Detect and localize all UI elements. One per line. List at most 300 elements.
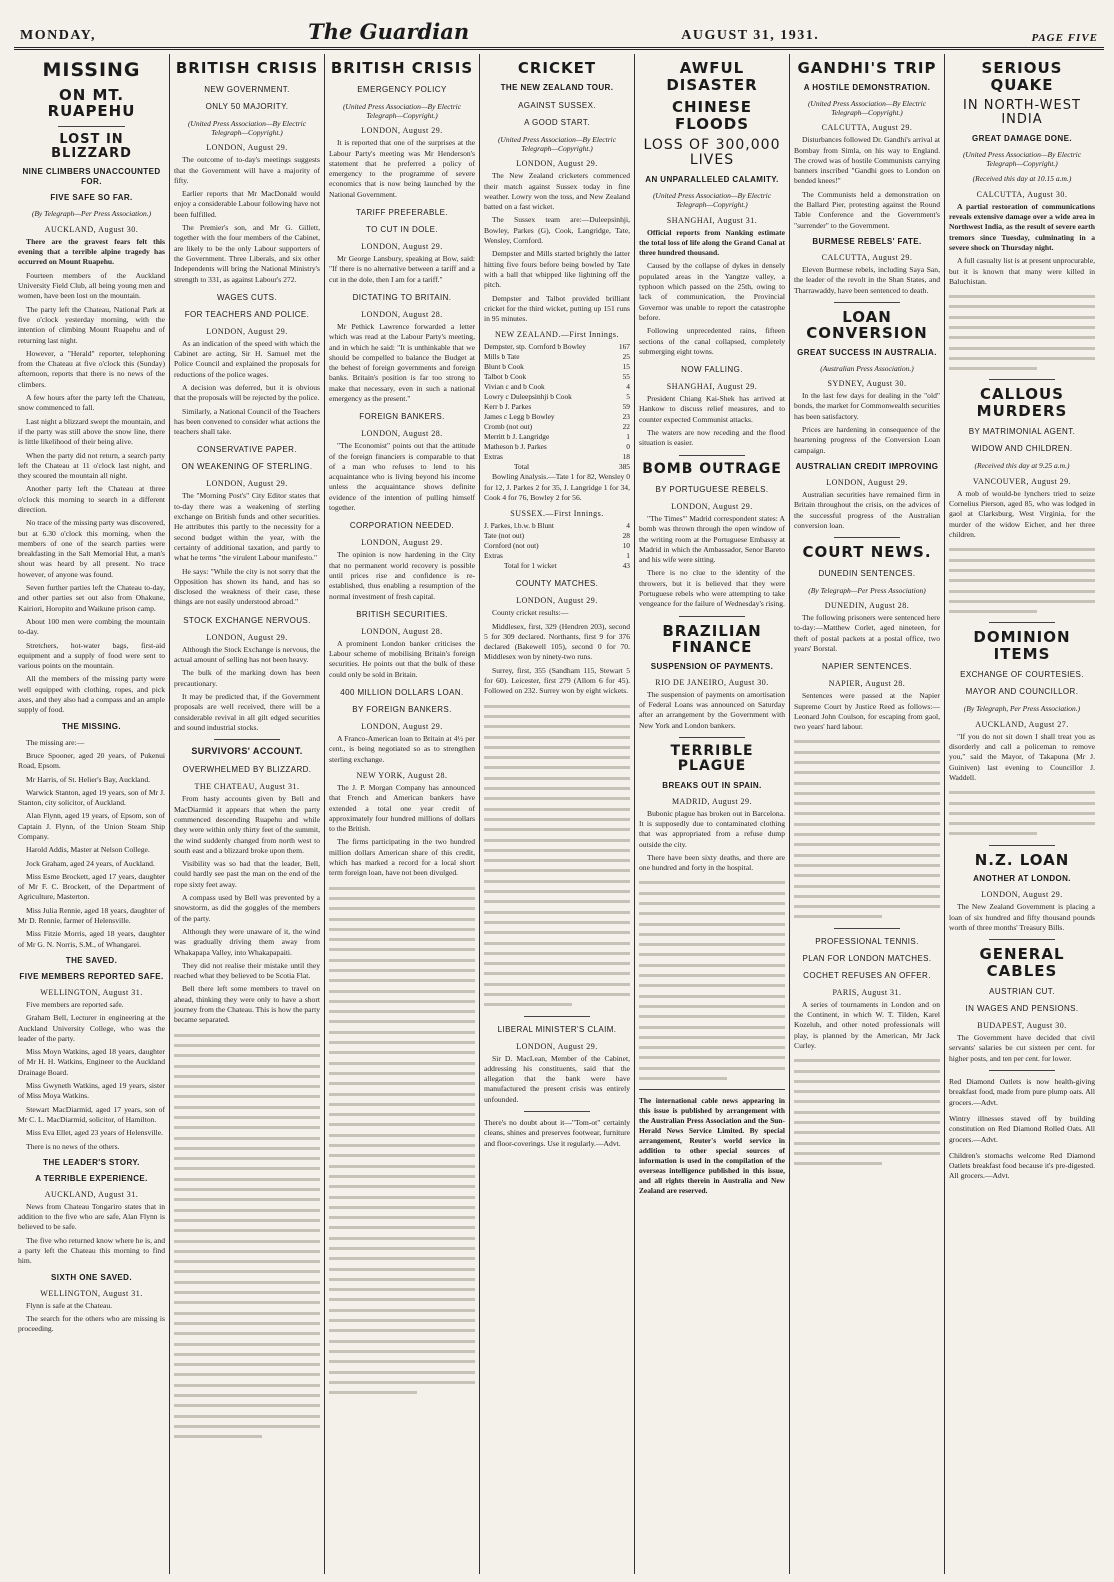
paragraph: As an indication of the speed with which the Cabinet are acting, Sir H. Samuel met the Police Council and explained the proposals for reductions of the police wages.	[174, 338, 320, 379]
paragraph: The bulk of the marking down has been precautionary.	[174, 668, 320, 688]
paragraph: A full casualty list is at present unprocurable, but it is known that many were killed in Baluchistan.	[949, 256, 1095, 286]
scorecard-row	[484, 531, 630, 541]
dateline: LONDON, August 29.	[206, 326, 288, 336]
dateline: LONDON, August 29.	[826, 477, 908, 487]
batsman-name: Matheson b J. Parkes	[484, 442, 547, 452]
scorecard-total: 43	[622, 561, 630, 571]
batsman-name: Mills b Tate	[484, 352, 520, 362]
paragraph: Warwick Stanton, aged 19 years, son of Mr J. Stanton, city solicitor, of Auckland.	[18, 787, 165, 808]
dateline: LONDON, August 29.	[671, 501, 753, 511]
scorecard-row	[484, 342, 630, 352]
divider	[524, 1016, 590, 1017]
credit-line: (United Press Association—By Electric Telegraph—Copyright.)	[342, 101, 462, 120]
headline: BOMB OUTRAGE	[642, 460, 782, 477]
scorecard-row	[484, 521, 630, 531]
divider	[679, 455, 745, 456]
paragraph: There are the gravest fears felt this evening that a terrible alpine tragedy has occurred on Mount Ruapehu.	[18, 236, 165, 267]
dateline: LONDON, August 29.	[361, 126, 443, 136]
dateline: LONDON, August 28.	[361, 309, 443, 319]
divider	[989, 1070, 1055, 1071]
paragraph: The Communists held a demonstration on the Ballard Pier, protesting against the Round Table Conference and the Government's "surrender" to the Government.	[794, 189, 940, 230]
received-line: (Received this day at 10.15 a.m.)	[972, 174, 1072, 184]
headline: GENERAL CABLES	[979, 945, 1065, 980]
subheading: ANOTHER AT LONDON.	[973, 874, 1071, 884]
paragraph: The New Zealand Government is placing a loan of six hundred and fifty thousand pounds worth of three months' Treasury Bills.	[949, 902, 1095, 932]
paragraph: Although the Stock Exchange is nervous, the actual amount of selling has not been heavy.	[174, 644, 320, 665]
subheading: PLAN FOR LONDON MATCHES.	[802, 953, 932, 963]
dateline: LONDON, August 29.	[981, 890, 1063, 900]
headline: LOSS OF 300,000 LIVES	[643, 137, 781, 169]
subheading: AUSTRIAN CUT.	[989, 987, 1055, 997]
paragraph: Miss Gwyneth Watkins, aged 19 years, sister of Miss Moya Watkins.	[18, 1081, 165, 1101]
scorecard-row	[484, 392, 630, 402]
paragraph: It may be predicted that, if the Government proposals are well received, there will be a considerable revival in all gilt edged securities and sound industrial stocks.	[174, 691, 320, 732]
headline: BRAZILIAN FINANCE	[662, 621, 762, 657]
dateline: BUDAPEST, August 30.	[977, 1021, 1067, 1031]
paragraph: Miss Eva Ellet, aged 23 years of Helensville.	[26, 1128, 163, 1138]
paragraph: Jock Graham, aged 24 years, of Auckland.	[26, 858, 155, 868]
subheading: THE NEW ZEALAND TOUR.	[500, 82, 614, 92]
dateline: RIO DE JANEIRO, August 30.	[655, 677, 769, 687]
subheading: BRITISH SECURITIES.	[356, 609, 448, 619]
dateline: LONDON, August 28.	[361, 429, 443, 439]
paragraph: A compass used by Bell was prevented by a snowstorm, as did the goggles of the members of the party.	[174, 893, 320, 923]
paragraph: They did not realise their mistake until they reached what they believed to be Scotia Flat.	[174, 960, 320, 981]
batsman-name: J. Parkes, l.b.w. b Blunt	[484, 521, 554, 531]
paragraph: There have been sixty deaths, and there are one hundred and forty in the hospital.	[639, 852, 785, 873]
subheading: CONSERVATIVE PAPER.	[197, 445, 297, 455]
dateline: NAPIER, August 28.	[828, 679, 906, 689]
scorecard-row	[484, 541, 630, 551]
batsman-runs: 59	[622, 402, 630, 412]
paragraph: Official reports from Nanking estimate the total loss of life along the Grand Canal at three hundred thousand.	[639, 227, 785, 258]
subheading: SUSPENSION OF PAYMENTS.	[650, 661, 774, 671]
headline: BRITISH CRISIS	[330, 59, 474, 77]
credit-line: (United Press Association—By Electric Telegraph—Copyright.)	[187, 118, 307, 137]
batsman-runs: 1	[626, 551, 630, 561]
subheading: A TERRIBLE EXPERIENCE.	[35, 1173, 148, 1183]
masthead-page: PAGE FIVE	[1031, 32, 1098, 44]
credit-line: (By Telegraph—Per Press Association)	[808, 585, 926, 595]
scorecard-row	[484, 422, 630, 432]
subheading: PROFESSIONAL TENNIS.	[815, 936, 919, 946]
paragraph: Seven further parties left the Chateau to-day, and other parties set out also from Ohakune, Kairiori, Horopito and Waikune prison camp.	[18, 583, 165, 613]
headline: LOST IN BLIZZARD	[51, 131, 132, 162]
paragraph: The "Morning Post's" City Editor states that to-day there was a weakening of sterling exchange on British funds and other securities. He attributes this partly to the necessity for a second budget within the year, with the certainty of additional taxation, and partly to what he terms "the virulent Labour manifesto."	[174, 491, 320, 563]
batsman-name: Extras	[484, 551, 503, 561]
dateline: LONDON, August 29.	[361, 722, 443, 732]
advertisement: Children's stomachs welcome Red Diamond Oatlets breakfast food because it's pre-digested. All grocers.—Advt.	[949, 1150, 1095, 1181]
paragraph: Miss Fitzie Morris, aged 18 years, daughter of Mr G. N. Norris, S.M., of Whangarei.	[18, 929, 165, 949]
paragraph: Eleven Burmese rebels, including Saya San, the leader of the revolt in the Shan States, and Tharrawaddy, have been sentenced to death.	[794, 264, 940, 295]
subheading: WAGES CUTS.	[216, 292, 278, 302]
credit-line: (Australian Press Association.)	[820, 363, 914, 373]
subheading: SIXTH ONE SAVED.	[51, 1272, 132, 1282]
batsman-name: Vivian c and b Cook	[484, 382, 545, 392]
divider	[524, 1111, 590, 1112]
credit-line: (United Press Association—By Electric Telegraph—Copyright.)	[807, 98, 927, 117]
masthead-title: The Guardian	[308, 19, 470, 44]
paragraph: There is no clue to the identity of the throwers, but it is believed that they were Portuguese rebels who were attempting to take vengeance for the failure of Wednesday's rising.	[639, 568, 785, 609]
paragraph: Mr Pethick Lawrence forwarded a letter which was read at the Labour Party's meeting, and in which he said: "It is unthinkable that we should be compelled to balance the Budget at the behest of foreign governments and foreign banks. Britain's position is far too strong to make that necessary, even in such a national emergency as the present."	[329, 321, 475, 403]
paragraph: The following prisoners were sentenced here to-day:—Matthew Corlet, aged nineteen, for theft of postal packets at a postal office, two years' Borstal.	[794, 613, 940, 653]
scorecard-row	[484, 352, 630, 362]
batsman-name: Merritt b J. Langridge	[484, 432, 550, 442]
columns	[14, 54, 1104, 1574]
paragraph: In the last few days for dealing in the "old" bonds, the market for Commonwealth securities has been satisfactory.	[794, 391, 940, 421]
scorecard-total-label: Total	[514, 462, 530, 472]
subheading: MAYOR AND COUNCILLOR.	[965, 687, 1079, 697]
cable-news-notice: The international cable news appearing in this issue is published by arrangement with the Australian Press Association and the Sun-Herald News Service Limited. By special arrangement, Reuter's world service in addition to other special sources of information is used in the compilation of the overseas intelligence published in this issue, and all rights therein in Australia and New Zealand are reserved.	[639, 1096, 785, 1196]
divider	[989, 939, 1055, 940]
received-line: (Received this day at 9.25 a.m.)	[974, 461, 1070, 471]
batsman-runs: 10	[622, 541, 630, 551]
dateline: AUCKLAND, August 30.	[44, 224, 139, 234]
divider	[989, 379, 1055, 380]
batsman-runs: 167	[618, 342, 630, 352]
subheading: DICTATING TO BRITAIN.	[352, 292, 452, 302]
text-filler	[484, 701, 630, 1010]
text-filler	[794, 736, 940, 921]
paragraph: News from Chateau Tongariro states that in addition to the five who are safe, Alan Flynn is believed to be safe.	[18, 1201, 165, 1232]
scorecard-row	[484, 382, 630, 392]
headline: LOAN CONVERSION	[806, 307, 928, 343]
dateline: LONDON, August 29.	[516, 596, 598, 606]
scorecard-row	[484, 402, 630, 412]
divider	[679, 737, 745, 738]
dateline: SYDNEY, August 30.	[827, 379, 907, 389]
subheading: NINE CLIMBERS UNACCOUNTED FOR.	[22, 167, 161, 187]
paragraph: Last night a blizzard swept the mountain, and if the party was still above the snow line, there is little likelihood of their being alive.	[18, 416, 165, 447]
paragraph: Earlier reports that Mr MacDonald would enjoy a considerable Labour following have not been fulfilled.	[174, 189, 320, 219]
masthead-day: MONDAY,	[20, 28, 96, 43]
dateline: WELLINGTON, August 31.	[40, 987, 143, 997]
scorecard-total-label: Total for 1 wicket	[504, 561, 557, 571]
credit-line: (By Telegraph—Per Press Association.)	[31, 209, 152, 219]
paragraph: The suspension of payments on amortisation of Federal Loans was announced on Saturday after an arrangement by the Government with New York and London bankers.	[639, 689, 785, 730]
batsman-runs: 18	[622, 452, 630, 462]
dateline: WELLINGTON, August 31.	[40, 1288, 143, 1298]
subheading: AUSTRALIAN CREDIT IMPROVING	[795, 461, 939, 471]
subheading: FIVE MEMBERS REPORTED SAFE.	[19, 971, 164, 981]
subheading: OVERWHELMED BY BLIZZARD.	[182, 765, 312, 775]
paragraph: Fourteen members of the Auckland University Field Club, all being young men and women, have been lost on the mountain.	[18, 270, 165, 301]
subheading: FOREIGN BANKERS.	[359, 412, 445, 422]
paragraph: A decision was deferred, but it is obvious that the proposals will be rejected by the police.	[174, 383, 320, 403]
batsman-runs: 4	[626, 382, 630, 392]
batsman-name: James c Legg b Bowley	[484, 412, 555, 422]
subheading: CORPORATION NEEDED.	[349, 521, 455, 531]
paragraph: However, a "Herald" reporter, telephoning from the Chateau at five o'clock this (Sunday) afternoon, reports that there is no news of the climbers.	[18, 348, 165, 389]
subheading: THE LEADER'S STORY.	[43, 1157, 140, 1167]
column-3	[324, 54, 479, 1574]
subheading: THE SAVED.	[65, 955, 118, 965]
headline: IN NORTH-WEST INDIA	[963, 98, 1081, 128]
subheading: 400 MILLION DOLLARS LOAN.	[340, 688, 464, 698]
text-filler	[949, 291, 1095, 373]
paragraph: A Franco-American loan to Britain at 4½ per cent., is being negotiated so as to strengthen sterling exchange.	[329, 734, 475, 764]
paragraph: Caused by the collapse of dykes in densely populated areas in the Yangtze valley, a typhoon which passed on the 25th, owing to lack of communication, the Provincial Governor was unable to report the catastrophe before.	[639, 261, 785, 322]
paragraph: Australian securities have remained firm in Britain throughout the crisis, on the advices of the successful progress of the Australian conversion loan.	[794, 489, 940, 530]
subheading: SURVIVORS' ACCOUNT.	[191, 746, 303, 757]
paragraph: Sentences were passed at the Napier Supreme Court by Justice Reed as follows:—Leonard John Coulson, for escaping from gaol, two years' hard labour.	[794, 691, 940, 732]
paragraph: The J. P. Morgan Company has announced that French and American bankers have extended a total one year credit of approximately four hundred millions of dollars to the British.	[329, 782, 475, 834]
advertisement: There's no doubt about it—"Tom-ot" certainly cleans, shines and preserves footwear, furniture and floor-coverings. Use it regularly.—Advt.	[484, 1118, 630, 1148]
paragraph: Although they were unaware of it, the wind was gradually driving them away from Whakapapa Valley, into Whakapapaiti.	[174, 926, 320, 957]
paragraph: President Chiang Kai-Shek has arrived at Hankow to discuss relief measures, and to counter expected Communist attacks.	[639, 394, 785, 424]
paragraph: Alan Flynn, aged 19 years, of Epsom, son of Captain J. Flynn, of the Union Steam Ship Company.	[18, 811, 165, 841]
subheading: NOW FALLING.	[681, 365, 743, 375]
paragraph: Bowling Analysis.—Tate 1 for 82, Wensley 0 for 12, J. Parkes 2 for 35, J. Langridge 1 for 34, Cook 4 for 76, Bowley 2 for 56.	[484, 472, 630, 502]
dateline: VANCOUVER, August 29.	[972, 476, 1072, 486]
divider	[679, 616, 745, 617]
subheading: COUNTY MATCHES.	[515, 579, 599, 589]
advertisement: Wintry illnesses staved off by building constitution on Red Diamond Rolled Oats. All grocers.—Advt.	[949, 1113, 1095, 1144]
dateline: THE CHATEAU, August 31.	[194, 782, 300, 792]
dateline: LONDON, August 29.	[206, 632, 288, 642]
paragraph: Bruce Spooner, aged 20 years, of Pukenui Road, Epsom.	[18, 750, 165, 771]
dateline: LONDON, August 29.	[361, 538, 443, 548]
batsman-runs: 23	[622, 412, 630, 422]
masthead	[14, 18, 1104, 50]
batsman-name: Dempster, stp. Cornford b Bowley	[484, 342, 586, 352]
subheading: ON WEAKENING OF STERLING.	[181, 462, 313, 472]
paragraph: Bell there left some members to travel on ahead, thinking they were only to have a short journey from the Chateau. This is how the party became separated.	[174, 984, 320, 1025]
headline: ON MT. RUAPEHU	[47, 85, 136, 121]
subheading: WIDOW AND CHILDREN.	[971, 444, 1073, 454]
paragraph: Sir D. MacLean, Member of the Cabinet, addressing his constituents, said that the allegation that the bank were have manufactured the present crisis was entirely unfounded.	[484, 1053, 630, 1104]
paragraph: When the party did not return, a search party left the Chateau at 11 o'clock last night, and they scoured the mountain all night.	[18, 450, 165, 481]
dateline: AUCKLAND, August 27.	[975, 719, 1069, 729]
paragraph: Graham Bell, Lecturer in engineering at the Auckland University College, who was the leader of the party.	[18, 1013, 165, 1043]
paragraph: A series of tournaments in London and on the Continent, in which W. T. Tilden, Karel Kozeluh, and other noted professionals will play, is planned by the American, Mr Jack Curley.	[794, 999, 940, 1050]
paragraph: The opinion is now hardening in the City that no permanent world recovery is possible until prices rise and confidence is re-established, thus enabling a resumption of the normal investment of fresh capital.	[329, 550, 475, 601]
scorecard-title: SUSSEX.—First Innings.	[510, 509, 604, 519]
batsman-name: Blunt b Cook	[484, 362, 524, 372]
scorecard-row	[484, 452, 630, 462]
headline: MISSING	[42, 59, 141, 81]
headline: TERRIBLE PLAGUE	[670, 742, 754, 775]
subheading: BY FOREIGN BANKERS.	[352, 705, 452, 715]
paragraph: Miss Esme Brockett, aged 17 years, daughter of Mr F. C. Brockett, of the Department of Agriculture, Masterton.	[18, 871, 165, 902]
batsman-runs: 15	[622, 362, 630, 372]
subheading: A HOSTILE DEMONSTRATION.	[803, 82, 931, 92]
paragraph: Dempster and Mills started brightly the latter hitting five fours before being bowled by Tate with a ball that whipped like lightning off the pitch.	[484, 249, 630, 290]
headline: GANDHI'S TRIP	[797, 59, 937, 77]
batsman-runs: 4	[626, 521, 630, 531]
paragraph: The firms participating in the two hundred million dollars American share of this credit, which has marked a record for a local short term foreign loan, have not been divulged.	[329, 837, 475, 878]
column-1	[14, 54, 169, 1574]
paragraph: A prominent London banker criticises the Labour scheme of mobilising Britain's foreign securities. He points out that the bulk of these could only be sold in Britain.	[329, 638, 475, 679]
paragraph: Bubonic plague has broken out in Barcelona. It is supposedly due to contaminated clothing that was appropriated from a refuse dump outside the city.	[639, 808, 785, 849]
text-filler	[174, 1030, 320, 1442]
batsman-name: Extras	[484, 452, 503, 462]
scorecard-row	[484, 412, 630, 422]
scorecard-title: NEW ZEALAND.—First Innings.	[494, 330, 619, 340]
subheading: COCHET REFUSES AN OFFER.	[803, 970, 931, 980]
scorecard-sussex	[484, 521, 630, 571]
dateline: MADRID, August 29.	[671, 796, 753, 806]
paragraph: "The Times'" Madrid correspondent states: A bomb was thrown through the open window of the writing room at the Portuguese Embassy at Madrid in which the Ambassador, Senor Bareto and his wife were sitting.	[639, 513, 785, 565]
advertisement: Red Diamond Oatlets is now health-giving breakfast food, made from pure plump oats. All grocers.—Advt.	[949, 1077, 1095, 1107]
subheading: AGAINST SUSSEX.	[518, 100, 596, 110]
batsman-runs: 5	[626, 392, 630, 402]
credit-line: (By Telegraph, Per Press Association.)	[963, 704, 1081, 714]
dateline: SHANGHAI, August 31.	[666, 215, 758, 225]
paragraph: No trace of the missing party was discovered, but at 6.30 o'clock this morning, when the members of one of the search parties were breakfasting in the Salt Memorial Hut, a man's shout was heard by all present. No trace however, of anyone was found.	[18, 518, 165, 579]
paragraph: The party left the Chateau, National Park at five o'clock yesterday morning, with the intention of climbing Mount Ruapehu and of returning last night.	[18, 304, 165, 345]
paragraph: Surrey, first, 355 (Sandham 115, Stewart 5 for 60). Leicester, first 279 (Allom 6 for 45). Followed on 232. Surrey won by eight wickets.	[484, 665, 630, 696]
text-filler	[794, 1055, 940, 1168]
subheading: GREAT SUCCESS IN AUSTRALIA.	[797, 347, 937, 357]
subheading: IN WAGES AND PENSIONS.	[965, 1004, 1079, 1014]
paragraph: Mr George Lansbury, speaking at Bow, said: "If there is no alternative between a tariff and a cut in the dole, then I am for a tariff."	[329, 254, 475, 284]
paragraph: Harold Addis, Master at Nelson College.	[26, 845, 150, 855]
divider	[989, 845, 1055, 846]
paragraph: The missing are:—	[26, 737, 85, 747]
paragraph: County cricket results:—	[492, 608, 569, 618]
scorecard-row	[484, 432, 630, 442]
text-filler	[329, 883, 475, 1398]
batsman-runs: 28	[622, 531, 630, 541]
batsman-name: Cromb (not out)	[484, 422, 533, 432]
paragraph: Five members are reported safe.	[26, 999, 124, 1009]
column-5	[634, 54, 789, 1574]
column-7	[944, 54, 1099, 1574]
subheading: TARIFF PREFERABLE.	[356, 208, 448, 218]
paragraph: Mr Harris, of St. Helier's Bay, Auckland.	[26, 774, 151, 784]
subheading: EXCHANGE OF COURTESIES.	[960, 670, 1084, 680]
dateline: CALCUTTA, August 29.	[821, 252, 913, 262]
scorecard-nz	[484, 342, 630, 472]
dateline: DUNEDIN, August 28.	[824, 601, 910, 611]
paragraph: All the members of the missing party were well equipped with clothing, ropes, and pick axes, and they also had a compass and an ample supply of food.	[18, 674, 165, 715]
headline: CALLOUS MURDERS	[976, 385, 1068, 420]
divider	[834, 537, 900, 538]
dateline: SHANGHAI, August 29.	[666, 382, 758, 392]
paragraph: It is reported that one of the surprises at the Labour Party's meeting was Mr Henderson's statement that he preferred a policy of emergency to the programme of severe economics that is now being launched by the National Government.	[329, 138, 475, 199]
headline: BRITISH CRISIS	[175, 59, 319, 77]
subheading: GREAT DAMAGE DONE.	[972, 133, 1072, 143]
column-2	[169, 54, 324, 1574]
dateline: AUCKLAND, August 31.	[44, 1189, 139, 1199]
batsman-runs: 25	[622, 352, 630, 362]
headline: SERIOUS QUAKE	[981, 59, 1063, 94]
paragraph: Stewart MacDiarmid, aged 17 years, son of Mr C. L. MacDiarmid, solicitor, of Hamilton.	[18, 1104, 165, 1124]
subheading: BY PORTUGUESE REBELS.	[655, 484, 769, 494]
dateline: CALCUTTA, August 30.	[976, 189, 1068, 199]
paragraph: There is no news of the others.	[26, 1141, 120, 1151]
subheading: STOCK EXCHANGE NERVOUS.	[183, 615, 311, 625]
paragraph: Another party left the Chateau at three o'clock this morning to search in a different direction.	[18, 484, 165, 514]
divider	[834, 302, 900, 303]
paragraph: A partial restoration of communications reveals extensive damage over a wide area in Northwest India, as the result of severe earth tremors since Tuesday, culminating in a severe shock on Thursday night.	[949, 201, 1095, 252]
paragraph: The search for the others who are missing is proceeding.	[18, 1313, 165, 1334]
subheading: EMERGENCY POLICY	[357, 84, 447, 94]
scorecard-row	[484, 372, 630, 382]
divider	[639, 1089, 785, 1090]
dateline: LONDON, August 29.	[516, 1041, 598, 1051]
text-filler	[949, 544, 1095, 616]
subheading: NEW GOVERNMENT.	[204, 84, 290, 94]
batsman-name: Talbot b Cook	[484, 372, 527, 382]
batsman-name: Tate (not out)	[484, 531, 525, 541]
dateline: LONDON, August 29.	[206, 479, 288, 489]
subheading: FOR TEACHERS AND POLICE.	[184, 309, 310, 319]
masthead-date: AUGUST 31, 1931.	[681, 28, 820, 43]
dateline: LONDON, August 28.	[361, 626, 443, 636]
subheading: BURMESE REBELS' FATE.	[812, 236, 922, 246]
batsman-runs: 1	[626, 432, 630, 442]
paragraph: The Sussex team are:—Duleepsinhji, Bowley, Parkes (G), Cook, Langridge, Tate, Wensley, Cornford.	[484, 215, 630, 246]
batsman-name: Cornford (not out)	[484, 541, 539, 551]
paragraph: Dempster and Talbot provided brilliant cricket for the third wicket, putting up 151 runs in 95 minutes.	[484, 293, 630, 324]
paragraph: The outcome of to-day's meetings suggests that the Government will have a majority of fifty.	[174, 155, 320, 185]
column-6	[789, 54, 944, 1574]
subheading: AN UNPARALLELED CALAMITY.	[645, 174, 779, 184]
headline: DOMINION ITEMS	[973, 628, 1071, 663]
paragraph: Disturbances followed Dr. Gandhi's arrival at Bombay from Simla, on his way to England. The crowd was of hostile Communists carrying banners inscribed "Gandhi goes to London on bended knees!"	[794, 135, 940, 186]
subheading: ONLY 50 MAJORITY.	[205, 101, 289, 111]
dateline: LONDON, August 29.	[206, 143, 288, 153]
dateline: LONDON, August 29.	[516, 159, 598, 169]
dateline: PARIS, August 31.	[832, 987, 902, 997]
headline: N.Z. LOAN	[974, 850, 1070, 869]
divider	[58, 126, 124, 127]
credit-line: (United Press Association—By Electric Telegraph—Copyright.)	[497, 134, 617, 153]
paragraph: Prices are hardening in consequence of the heartening progress of the Conversion Loan campaign.	[794, 425, 940, 455]
paragraph: He says: "While the city is not sorry that the Opposition has shown its hand, and has so disclosed the weakness of their case, these things are not easily understood abroad."	[174, 566, 320, 607]
headline: COURT NEWS.	[802, 543, 932, 562]
paragraph: The Government have decided that civil servants' salaries be cut sixteen per cent. for higher posts, and ten per cent. for lower.	[949, 1033, 1095, 1063]
divider	[989, 622, 1055, 623]
subheading: LIBERAL MINISTER'S CLAIM.	[497, 1024, 617, 1034]
paragraph: The waters are now receding and the flood situation is easier.	[639, 427, 785, 448]
text-filler	[639, 877, 785, 1083]
paragraph: From hasty accounts given by Bell and MacDiarmid it appears that when the party commenced descending Ruapehu and while they were within only thirty feet of the summit, the wind suddenly changed from north west to south east and a blizzard broke upon them.	[174, 794, 320, 855]
subheading: TO CUT IN DOLE.	[366, 225, 438, 235]
divider	[214, 739, 280, 740]
headline: CHINESE FLOODS	[672, 98, 752, 133]
paragraph: A mob of would-be lynchers tried to seize Cornelius Pierson, aged 85, who was lodged in gaol at Clarksburg, West Virginia, for the murder of the widow Eicher, and her three children.	[949, 488, 1095, 540]
paragraph: "The Economist" points out that the attitude of the foreign financiers is comparable to that of a man who refuses to lend to his acquaintance who is living beyond his income unless the acquaintance shows definite evidence of the intention of pulling himself together.	[329, 441, 475, 513]
headline: CRICKET	[517, 59, 597, 77]
dateline: LONDON, August 29.	[361, 242, 443, 252]
paragraph: The five who returned know where he is, and a party left the Chateau this morning to find him.	[18, 1235, 165, 1266]
scorecard-row	[484, 362, 630, 372]
paragraph: Similarly, a National Council of the Teachers has been convened to consider what actions the teachers shall take.	[174, 406, 320, 437]
column-4	[479, 54, 634, 1574]
text-filler	[949, 787, 1095, 838]
subheading: FIVE SAFE SO FAR.	[50, 193, 133, 203]
batsman-runs: 0	[626, 442, 630, 452]
batsman-runs: 55	[622, 372, 630, 382]
dateline: NEW YORK, August 28.	[356, 770, 448, 780]
subheading: A GOOD START.	[524, 117, 590, 127]
scorecard-row	[484, 551, 630, 561]
subheading: BREAKS OUT IN SPAIN.	[662, 780, 762, 790]
batsman-name: Kerr b J. Parkes	[484, 402, 532, 412]
dateline: CALCUTTA, August 29.	[821, 123, 913, 133]
headline: AWFUL DISASTER	[666, 59, 758, 94]
paragraph: Flynn is safe at the Chateau.	[26, 1300, 113, 1310]
subheading: NAPIER SENTENCES.	[822, 662, 912, 672]
paragraph: Visibility was so bad that the leader, Bell, could hardly see past the man on the end of the rope sixty feet away.	[174, 859, 320, 889]
paragraph: Miss Julia Rennie, aged 18 years, daughter of Mr D. Rennie, farmer of Helensville.	[18, 905, 165, 926]
divider	[834, 928, 900, 929]
paragraph: Stretchers, hot-water bags, first-aid equipment and a supply of food were sent to various points on the mountain.	[18, 640, 165, 671]
paragraph: A few hours after the party left the Chateau, snow commenced to fall.	[18, 393, 165, 413]
